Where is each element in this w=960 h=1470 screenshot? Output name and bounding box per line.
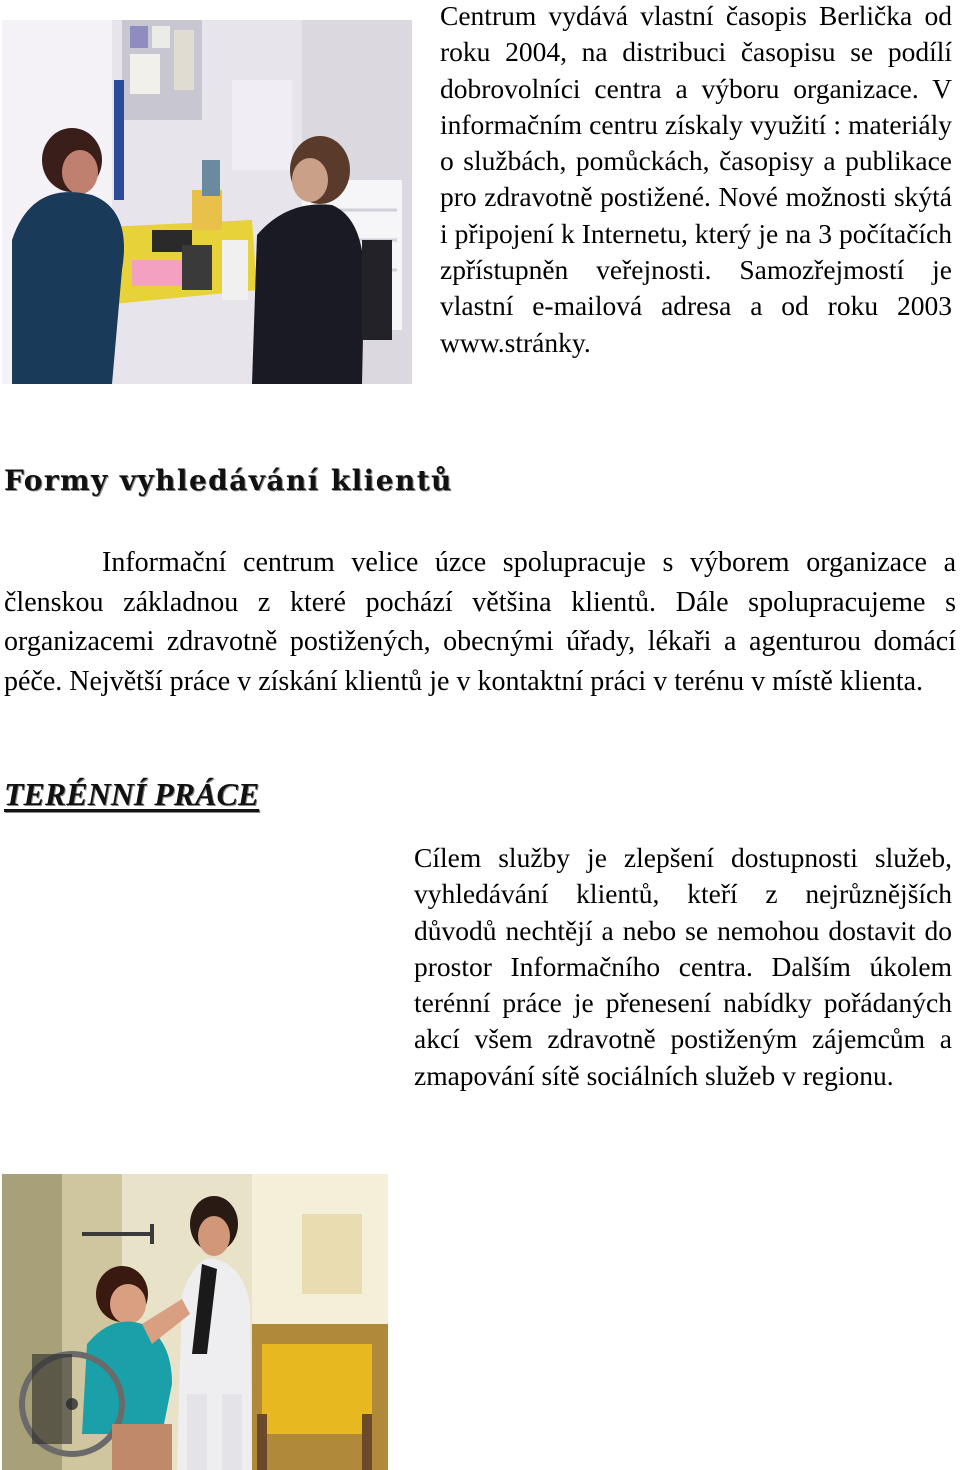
magazine-paragraph: Centrum vydává vlastní časopis Berlička od roku 2004, na distribuci časopisu se podílí dobrovolníci centra a výboru organizace. V informačním centru získaly využití : materiály o službách, pomůckách, časopisy a publikace pro zdravotně postižené. Nové možnosti skýtá i připojení k Internetu, který je na 3 počítačích zpřístupněn veřejnosti. Samozřejmostí je vlastní e-mailová adresa a od roku 2003 www.stránky. (440, 0, 952, 358)
field-work-heading: TERÉNNÍ PRÁCE (4, 776, 260, 812)
office-consultation-photo (2, 20, 412, 384)
client-search-heading: Formy vyhledávání klientů (4, 464, 453, 497)
client-search-paragraph (4, 543, 956, 701)
field-work-paragraph: Cílem služby je zlepšení dostupnosti služeb, vyhledávání klientů, kteří z nejrůznějších důvodů nechtějí a nebo se nemohou dostavit do prostor Informačního centra. Dalším úkolem terénní práce je přenesení nabídky pořádaných akcí všem zdravotně postiženým zájemcům a zmapování sítě sociálních služeb v regionu. (414, 842, 952, 1091)
home-visit-photo (2, 1174, 388, 1470)
client-search-text: Informační centrum velice úzce spolupracuje s výborem organizace a členskou základnou z které pochází většina klientů. Dále spolupracujeme s organizacemi zdravotně postižených, obecnými úřady, lékaři a agenturou domácí péče. Největší práce v získání klientů je v kontaktní práci v terénu v místě klienta. (4, 547, 956, 697)
